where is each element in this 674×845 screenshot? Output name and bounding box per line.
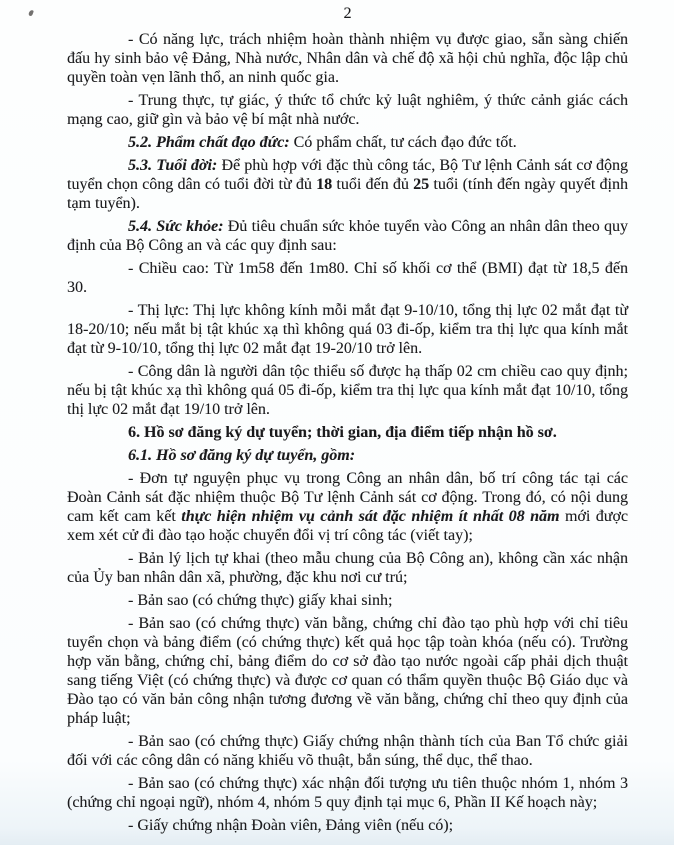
text-run: 18 <box>316 176 333 193</box>
page-number: 2 <box>343 5 352 22</box>
text-run: Có phẩm chất, tư cách đạo đức tốt. <box>289 134 517 151</box>
paragraph <box>67 301 628 358</box>
text-run: tuổi đến đủ <box>332 176 414 193</box>
paragraph <box>67 133 628 152</box>
text-run: - Giấy chứng nhận Đoàn viên, Đảng viên (nếu có); <box>128 817 454 834</box>
paragraph <box>67 549 628 587</box>
text-run: mới được xem xét cử đi đào tạo hoặc chuyển đổi vị trí công tác (viết tay); <box>67 508 629 544</box>
page-content <box>67 5 628 839</box>
text-run: - Công dân là người dân tộc thiểu số được hạ thấp 02 cm chiều cao quy định; nếu bị tật khúc xạ thì không quá 05 đi-ốp, kiểm tra thị lực qua kính mắt đạt 10/10, tổng thị lực 02 mắt đạt 19/10 trở lên. <box>67 363 628 418</box>
document-body <box>67 30 628 835</box>
paragraph <box>67 614 628 728</box>
text-run: - Chiều cao: Từ 1m58 đến 1m80. Chỉ số khối cơ thể (BMI) đạt từ 18,5 đến 30. <box>67 260 628 296</box>
paragraph <box>67 591 628 610</box>
paragraph <box>67 91 628 129</box>
text-run: 6. Hồ sơ đăng ký dự tuyển; thời gian, địa điểm tiếp nhận hồ sơ. <box>128 424 557 441</box>
text-run: - Bản sao (có chứng thực) giấy khai sinh; <box>128 592 393 609</box>
paragraph <box>67 446 628 465</box>
paragraph <box>67 469 628 545</box>
paragraph <box>67 423 628 442</box>
text-run: - Đơn tự nguyện phục vụ trong Công an nhân dân, bố trí công tác tại các Đoàn Cảnh sát đặc nhiệm thuộc Bộ Tư lệnh Cảnh sát cơ động. Trong đó, có nội dung cam kết cam kết <box>67 470 628 525</box>
text-run: Để phù hợp với đặc thù công tác, Bộ Tư lệnh Cảnh sát cơ động tuyển chọn công dân có tuổi đời từ đủ <box>67 157 628 193</box>
text-run: Đủ tiêu chuẩn sức khỏe tuyển vào Công an nhân dân theo quy định của Bộ Công an và các quy định sau: <box>67 218 628 254</box>
scan-artifact <box>28 9 34 16</box>
paragraph <box>67 816 628 835</box>
text-run: - Bản lý lịch tự khai (theo mẫu chung của Bộ Công an), không cần xác nhận của Ủy ban nhân dân xã, phường, đặc khu nơi cư trú; <box>67 550 628 586</box>
text-run: 5.3. Tuổi đời: <box>128 157 218 174</box>
text-run: - Bản sao (có chứng thực) văn bằng, chứng chỉ đào tạo phù hợp với chỉ tiêu tuyển chọn và bảng điểm (có chứng thực) kết quả học tập toàn khóa (nếu có). Trường hợp văn bằng, chứng chỉ, bảng điểm do cơ sở đào tạo nước ngoài cấp phải dịch thuật sang tiếng Việt (có chứng thực) và được cơ quan có thẩm quyền thuộc Bộ Giáo dục và Đào tạo có văn bản công nhận tương đương về văn bằng, chứng chỉ theo quy định của pháp luật; <box>67 615 628 727</box>
text-run: - Bản sao (có chứng thực) xác nhận đối tượng ưu tiên thuộc nhóm 1, nhóm 3 (chứng chỉ ngoại ngữ), nhóm 4, nhóm 5 quy định tại mục 6, Phần II Kế hoạch này; <box>67 775 628 811</box>
text-run: tuổi (tính đến ngày quyết định tạm tuyển). <box>67 176 628 212</box>
paragraph <box>67 732 628 770</box>
paragraph <box>67 259 628 297</box>
paragraph <box>67 774 628 812</box>
paragraph <box>67 217 628 255</box>
text-run: thực hiện nhiệm vụ cảnh sát đặc nhiệm ít nhất 08 năm <box>181 508 560 525</box>
paragraph <box>67 156 628 213</box>
paragraph <box>67 362 628 419</box>
text-run: 6.1. Hồ sơ đăng ký dự tuyển, gồm: <box>128 447 356 464</box>
paragraph <box>67 30 628 87</box>
text-run: 5.4. Sức khỏe: <box>128 218 224 235</box>
text-run: - Thị lực: Thị lực không kính mỗi mắt đạt 9-10/10, tổng thị lực 02 mắt đạt từ 18-20/10; nếu mắt bị tật khúc xạ thì không quá 03 đi-ốp, kiểm tra thị lực qua kính mắt đạt từ 9-10/10, tổng thị lực 02 mắt đạt 19-20/10 trở lên. <box>67 302 628 357</box>
text-run: - Bản sao (có chứng thực) Giấy chứng nhận thành tích của Ban Tổ chức giải đối với các công dân có năng khiếu võ thuật, bắn súng, thể dục, thể thao. <box>67 733 628 769</box>
text-run: 5.2. Phẩm chất đạo đức: <box>128 134 290 151</box>
text-run: - Trung thực, tự giác, ý thức tổ chức kỷ luật nghiêm, ý thức cảnh giác cách mạng cao, giữ gìn và bảo vệ bí mật nhà nước. <box>67 92 628 128</box>
text-run: 25 <box>413 176 430 193</box>
text-run: - Có năng lực, trách nhiệm hoàn thành nhiệm vụ được giao, sẵn sàng chiến đấu hy sinh bảo vệ Đảng, Nhà nước, Nhân dân và chế độ xã hội chủ nghĩa, độc lập chủ quyền toàn vẹn lãnh thổ, an ninh quốc gia. <box>67 31 628 86</box>
